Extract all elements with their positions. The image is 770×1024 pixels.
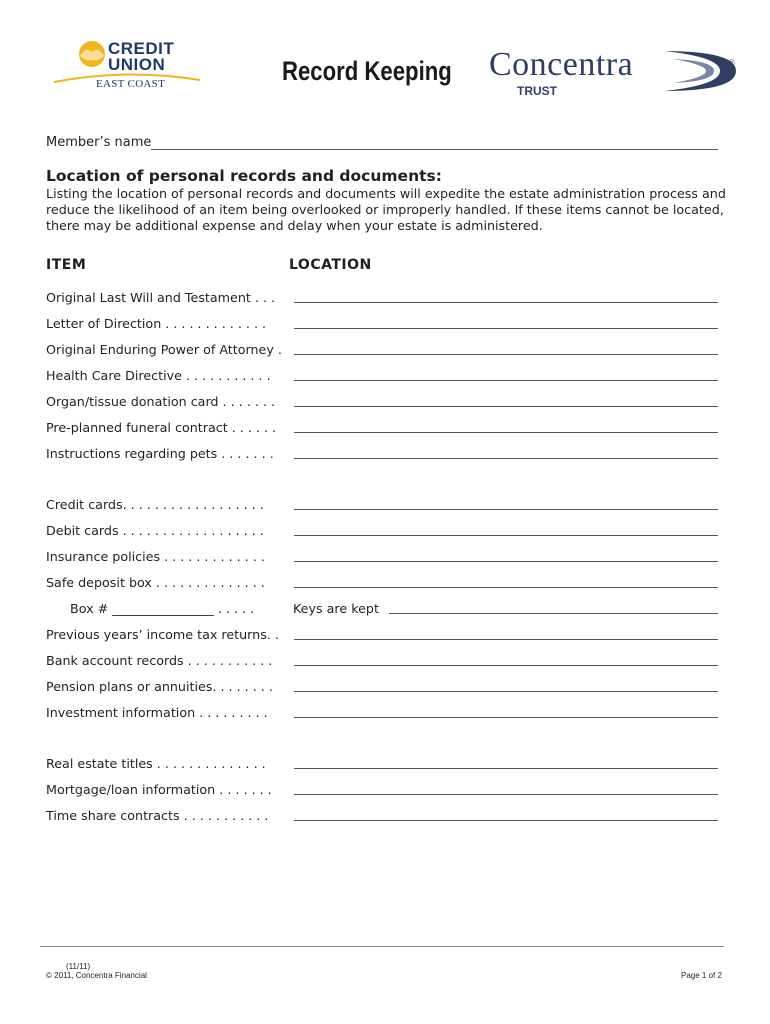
- section-intro: Listing the location of personal records and documents will expedite the estate administration process and reduce the likelihood of an item being overlooked or improperly handled. If these items cannot be located, there may be additional expense and delay when your estate is administered.: [46, 186, 726, 233]
- logo-text-credit: CREDIT: [108, 39, 175, 58]
- section-title: Location of personal records and documents:: [46, 167, 442, 185]
- concentra-swoosh-icon: [662, 47, 738, 95]
- location-field[interactable]: [294, 820, 718, 821]
- location-field[interactable]: [294, 768, 718, 769]
- item-label: Original Enduring Power of Attorney .: [46, 342, 282, 357]
- location-field[interactable]: [294, 535, 718, 536]
- keys-kept-label: Keys are kept: [293, 601, 379, 616]
- location-field[interactable]: [294, 691, 718, 692]
- item-label: Pre-planned funeral contract . . . . . .: [46, 420, 277, 435]
- item-label: Time share contracts . . . . . . . . . . .: [46, 808, 269, 823]
- concentra-logo-text: Concentra: [489, 46, 634, 83]
- item-label: Letter of Direction . . . . . . . . . . . . .: [46, 316, 267, 331]
- column-header-location: LOCATION: [289, 257, 372, 273]
- item-label: Real estate titles . . . . . . . . . . . . . .: [46, 756, 266, 771]
- item-label: Pension plans or annuities. . . . . . . .: [46, 679, 273, 694]
- location-field[interactable]: [294, 509, 718, 510]
- box-number-label: Box # ________________ . . . . .: [70, 601, 255, 616]
- concentra-trust-label: TRUST: [517, 84, 557, 98]
- logo-text-union: UNION: [108, 55, 166, 74]
- item-label: Instructions regarding pets . . . . . . .: [46, 446, 274, 461]
- keys-location-field[interactable]: [389, 613, 718, 614]
- item-label: Debit cards . . . . . . . . . . . . . . . . . .: [46, 523, 264, 538]
- item-label: Previous years’ income tax returns. .: [46, 627, 279, 642]
- column-header-item: ITEM: [46, 257, 87, 273]
- item-label: Credit cards. . . . . . . . . . . . . . . . . .: [46, 497, 264, 512]
- footer-page-number: Page 1 of 2: [681, 971, 722, 980]
- location-field[interactable]: [294, 794, 718, 795]
- location-field[interactable]: [294, 406, 718, 407]
- item-label: Investment information . . . . . . . . .: [46, 705, 268, 720]
- member-name-field[interactable]: [151, 149, 718, 150]
- footer-copyright: © 2011, Concentra Financial: [46, 971, 147, 980]
- location-field[interactable]: [294, 561, 718, 562]
- location-field[interactable]: [294, 354, 718, 355]
- location-field[interactable]: [294, 380, 718, 381]
- footer-divider: [40, 946, 724, 947]
- item-label: Original Last Will and Testament . . .: [46, 290, 276, 305]
- item-label: Mortgage/loan information . . . . . . .: [46, 782, 272, 797]
- location-field[interactable]: [294, 458, 718, 459]
- location-field[interactable]: [294, 717, 718, 718]
- item-label: Safe deposit box . . . . . . . . . . . . . .: [46, 575, 265, 590]
- location-field[interactable]: [294, 432, 718, 433]
- footer-date: (11/11): [66, 962, 91, 971]
- location-field[interactable]: [294, 328, 718, 329]
- page-title: Record Keeping: [282, 56, 452, 86]
- location-field[interactable]: [294, 639, 718, 640]
- location-field[interactable]: [294, 302, 718, 303]
- item-label: Bank account records . . . . . . . . . . .: [46, 653, 273, 668]
- logo-text-east-coast: EAST COAST: [96, 78, 166, 90]
- member-name-label: Member’s name: [46, 135, 152, 150]
- location-field[interactable]: [294, 665, 718, 666]
- registered-mark: ®: [728, 58, 735, 68]
- item-label: Health Care Directive . . . . . . . . . . .: [46, 368, 271, 383]
- item-label: Insurance policies . . . . . . . . . . . . .: [46, 549, 265, 564]
- item-label: Organ/tissue donation card . . . . . . .: [46, 394, 275, 409]
- location-field[interactable]: [294, 587, 718, 588]
